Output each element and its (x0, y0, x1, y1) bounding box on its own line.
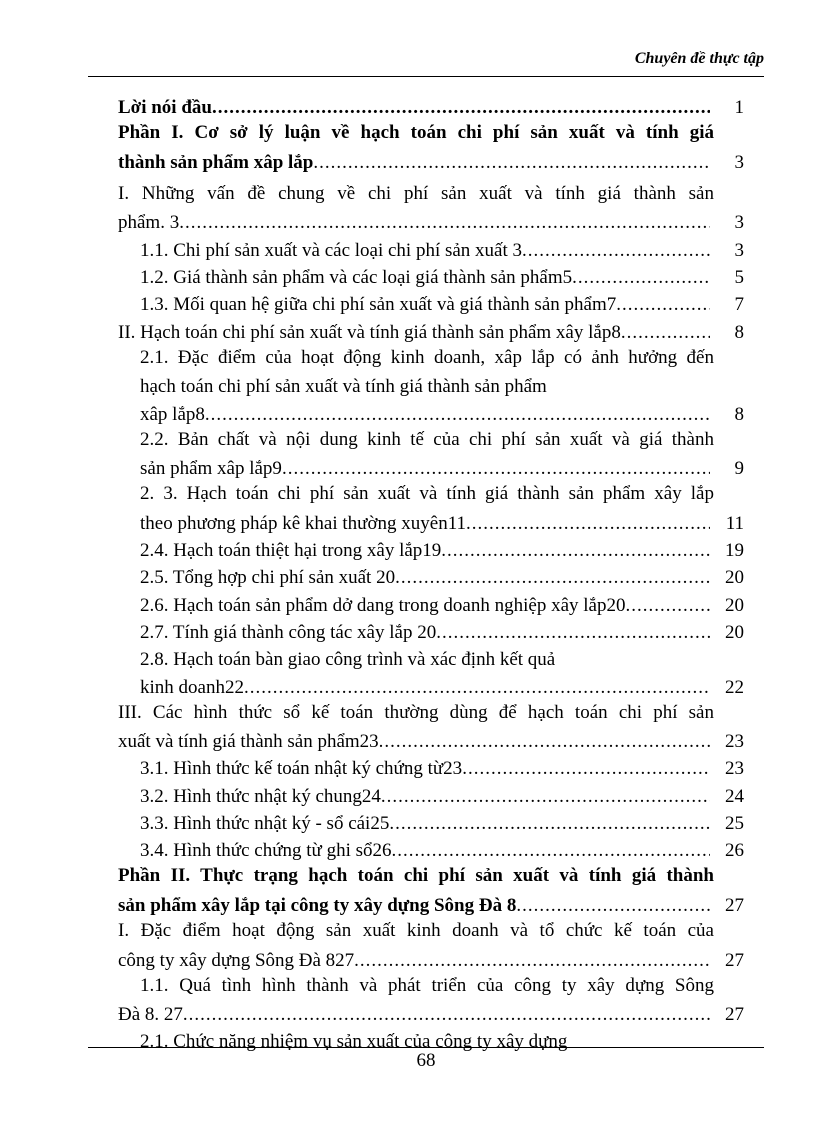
toc-entry-text: Đà 8. 27 (118, 1004, 183, 1026)
toc-entry-2-1-cont[interactable] (118, 371, 744, 398)
toc-entry-text: hạch toán chi phí sản xuất và tính giá thành sản phẩm (140, 376, 547, 398)
toc-leader-dots (392, 840, 711, 862)
toc-page-number: 8 (734, 403, 744, 425)
toc-entry-text: 2.1. Chức năng nhiệm vụ sản xuất của công ty xây dựng (140, 1031, 568, 1053)
toc-page-number: 27 (725, 949, 744, 971)
toc-leader-dots (244, 677, 710, 699)
toc-page-number: 22 (725, 676, 744, 698)
toc-page-number: 3 (734, 151, 744, 173)
toc-page-number: 1 (734, 97, 744, 119)
toc-entry-text: 3.4. Hình thức chứng từ ghi sổ26 (140, 840, 392, 862)
toc-leader-dots (621, 322, 710, 344)
toc-entry-text: II. Hạch toán chi phí sản xuất và tính giá thành sản phẩm xây lắp8 (118, 321, 621, 343)
table-of-contents (118, 92, 744, 1053)
toc-entry-text: thành sản phẩm xâp lắp (118, 151, 314, 173)
toc-entry-section-2[interactable] (118, 316, 744, 343)
toc-leader-dots (616, 294, 710, 316)
toc-leader-dots (179, 212, 710, 234)
toc-page-number: 3 (734, 212, 744, 234)
toc-entry-section-3-cont[interactable] (118, 726, 744, 753)
toc-page-number: 27 (725, 1004, 744, 1026)
toc-entry-phan-2-cont[interactable] (118, 890, 744, 917)
toc-entry-text: xuất và tính giá thành sản phẩm23 (118, 731, 379, 753)
toc-entry-text: I. Những vấn đề chung về chi phí sản xuất và tính giá thành sản (118, 182, 714, 204)
toc-entry-3-4[interactable] (118, 835, 744, 862)
toc-entry-section-1[interactable] (118, 180, 744, 207)
toc-leader-dots (212, 97, 710, 119)
toc-entry-text: kinh doanh22 (140, 676, 244, 698)
toc-leader-dots (462, 758, 710, 780)
toc-entry-3-2[interactable] (118, 780, 744, 807)
toc-entry-section-1-cont[interactable] (118, 207, 744, 234)
toc-entry-text: III. Các hình thức sổ kế toán thường dùng để hạch toán chi phí sản (118, 701, 714, 723)
toc-page-number: 3 (734, 239, 744, 261)
toc-page-number: 7 (734, 294, 744, 316)
toc-entry-2-2-cont[interactable] (118, 453, 744, 480)
toc-entry-3-1[interactable] (118, 753, 744, 780)
toc-page-number: 26 (725, 840, 744, 862)
toc-entry-text: 2. 3. Hạch toán chi phí sản xuất và tính giá thành sản phẩm xây lắp (140, 483, 714, 505)
toc-entry-text: 2.6. Hạch toán sản phẩm dở dang trong doanh nghiệp xây lắp20 (140, 594, 626, 616)
toc-entry-text: 2.7. Tính giá thành công tác xây lắp 20 (140, 621, 437, 643)
toc-page-number: 5 (734, 267, 744, 289)
toc-leader-dots (381, 786, 710, 808)
toc-entry-part2-1-1-cont[interactable] (118, 999, 744, 1026)
toc-leader-dots (183, 1004, 710, 1026)
toc-leader-dots (379, 731, 710, 753)
toc-leader-dots (625, 595, 710, 617)
toc-entry-2-4[interactable] (118, 535, 744, 562)
toc-entry-part2-1-1[interactable] (118, 972, 744, 999)
toc-leader-dots (436, 622, 710, 644)
toc-entry-text: 2.8. Hạch toán bàn giao công trình và xác định kết quả (140, 649, 556, 671)
header-rule (88, 76, 764, 77)
toc-entry-text: sản phẩm xâp lắp9 (140, 458, 282, 480)
toc-entry-phan-1[interactable] (118, 119, 744, 146)
toc-page-number: 23 (725, 731, 744, 753)
toc-entry-text: Phần II. Thực trạng hạch toán chi phí sản xuất và tính giá thành (118, 865, 714, 887)
toc-leader-dots (354, 950, 710, 972)
toc-entry-2-8[interactable] (118, 644, 744, 671)
toc-entry-3-3[interactable] (118, 808, 744, 835)
toc-entry-2-8-cont[interactable] (118, 671, 744, 698)
footer-rule (88, 1047, 764, 1048)
toc-entry-text: 2.1. Đặc điểm của hoạt động kinh doanh, xâp lắp có ảnh hưởng đến (140, 346, 714, 368)
toc-page-number: 20 (725, 621, 744, 643)
toc-entry-loi-noi-dau[interactable] (118, 92, 744, 119)
toc-leader-dots (205, 404, 710, 426)
page-number: 68 (416, 1050, 436, 1071)
toc-entry-part2-section-1[interactable] (118, 917, 744, 944)
toc-entry-2-3[interactable] (118, 480, 744, 507)
toc-entry-text: 1.1. Quá tình hình thành và phát triển của công ty xây dựng Sông (140, 974, 714, 996)
toc-leader-dots (522, 240, 710, 262)
toc-entry-2-1-cont[interactable] (118, 398, 744, 425)
toc-entry-text: 3.1. Hình thức kế toán nhật ký chứng từ23 (140, 758, 463, 780)
toc-leader-dots (516, 895, 710, 917)
toc-entry-text: sản phẩm xây lắp tại công ty xây dựng Sông Đà 8 (118, 894, 517, 916)
toc-page-number: 11 (725, 512, 744, 534)
toc-entry-phan-1-cont[interactable] (118, 147, 744, 174)
toc-entry-1-3[interactable] (118, 289, 744, 316)
toc-page-number: 27 (725, 894, 744, 916)
running-header: Chuyên đề thực tập (634, 50, 764, 67)
toc-page-number: 23 (725, 758, 744, 780)
toc-leader-dots (282, 458, 710, 480)
toc-entry-text: Phần I. Cơ sở lý luận về hạch toán chi phí sản xuất và tính giá (118, 122, 714, 144)
toc-entry-text: 1.1. Chi phí sản xuất và các loại chi phí sản xuất 3 (140, 239, 523, 261)
toc-entry-1-1[interactable] (118, 234, 744, 261)
toc-entry-text: Lời nói đầu (118, 97, 212, 119)
toc-entry-text: 2.4. Hạch toán thiệt hại trong xây lắp19 (140, 540, 442, 562)
toc-leader-dots (441, 540, 710, 562)
toc-page-number: 25 (725, 813, 744, 835)
toc-leader-dots (389, 813, 710, 835)
toc-entry-text: 3.2. Hình thức nhật ký chung24 (140, 785, 381, 807)
toc-page-number: 24 (725, 785, 744, 807)
toc-entry-text: xâp lắp8 (140, 403, 205, 425)
toc-page-number: 19 (725, 540, 744, 562)
toc-page-number: 20 (725, 567, 744, 589)
toc-entry-text: 2.5. Tổng hợp chi phí sản xuất 20 (140, 567, 396, 589)
toc-leader-dots (395, 567, 710, 589)
toc-entry-section-3[interactable] (118, 699, 744, 726)
toc-entry-text: 2.2. Bản chất và nội dung kinh tế của chi phí sản xuất và giá thành (140, 428, 714, 450)
toc-entry-2-1[interactable] (118, 344, 744, 371)
toc-leader-dots (313, 152, 710, 174)
toc-entry-part2-section-1-cont[interactable] (118, 944, 744, 971)
toc-entry-2-7[interactable] (118, 617, 744, 644)
toc-entry-text: 1.3. Mối quan hệ giữa chi phí sản xuất và giá thành sản phẩm7 (140, 294, 617, 316)
toc-leader-dots (466, 513, 710, 535)
toc-entry-text: 3.3. Hình thức nhật ký - sổ cái25 (140, 813, 390, 835)
toc-entry-text: theo phương pháp kê khai thường xuyên11 (140, 512, 466, 534)
toc-entry-1-2[interactable] (118, 262, 744, 289)
toc-entry-2-2[interactable] (118, 426, 744, 453)
toc-page-number: 8 (734, 321, 744, 343)
toc-entry-text: I. Đặc điểm hoạt động sản xuất kinh doanh và tổ chức kế toán của (118, 919, 714, 941)
toc-entry-2-5[interactable] (118, 562, 744, 589)
toc-entry-phan-2[interactable] (118, 862, 744, 889)
toc-leader-dots (572, 267, 710, 289)
toc-page-number: 20 (725, 594, 744, 616)
toc-entry-text: phẩm. 3 (118, 212, 180, 234)
toc-entry-text: 1.2. Giá thành sản phẩm và các loại giá thành sản phẩm5 (140, 267, 573, 289)
toc-entry-2-3-cont[interactable] (118, 507, 744, 534)
toc-page-number: 9 (734, 458, 744, 480)
toc-entry-text: công ty xây dựng Sông Đà 827 (118, 949, 355, 971)
toc-entry-2-6[interactable] (118, 589, 744, 616)
